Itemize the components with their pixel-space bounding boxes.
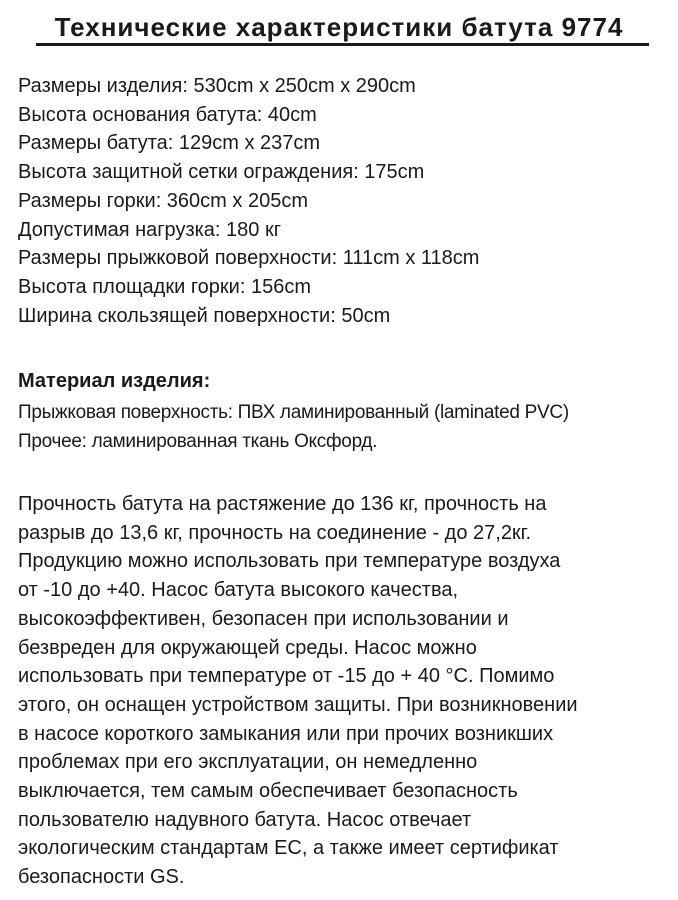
description-line: проблемах при его эксплуатации, он немедленно: [18, 751, 478, 774]
description-line: разрыв до 13,6 кг, прочность на соединение - до 27,2кг.: [18, 521, 532, 544]
description-line: в насосе короткого замыкания или при прочих возникших: [18, 722, 554, 745]
spec-item: Допустимая нагрузка: 180 кг: [18, 218, 282, 241]
description-line: безопасности GS.: [18, 866, 185, 889]
spec-item: Размеры изделия: 530cm x 250cm x 290cm: [18, 75, 416, 97]
spec-item: Размеры прыжковой поверхности: 111cm x 118cm: [18, 247, 480, 270]
spec-item: Ширина скользящей поверхности: 50cm: [18, 304, 391, 327]
description-line: Продукцию можно использовать при температуре воздуха: [18, 550, 561, 573]
page-title: Технические характеристики батута 9774: [54, 12, 624, 42]
description-line: пользователю надувного батута. Насос отвечает: [18, 808, 472, 831]
material-item: Прыжковая поверхность: ПВХ ламинированный (laminated PVC): [18, 402, 569, 423]
description-line: от -10 до +40. Насос батута высокого качества,: [18, 579, 459, 602]
description-line: безвреден для окружающей среды. Насос можно: [18, 636, 477, 659]
title-underline: [36, 43, 649, 46]
spec-item: Высота основания батута: 40cm: [18, 103, 317, 126]
spec-item: Высота площадки горки: 156cm: [18, 275, 311, 298]
specs-list: [18, 72, 479, 330]
material-list: [18, 398, 569, 456]
description-line: высокоэффективен, безопасен при использовании и: [18, 607, 509, 630]
description-line: экологическим стандартам ЕС, а также имеет сертификат: [18, 837, 559, 860]
description-line: этого, он оснащен устройством защиты. При возникновении: [18, 693, 578, 716]
spec-item: Размеры батута: 129cm x 237cm: [18, 132, 321, 155]
material-heading: Материал изделия:: [18, 370, 211, 392]
description-paragraph: [18, 490, 668, 892]
description-line: выключается, тем самым обеспечивает безопасность: [18, 780, 518, 803]
material-item: Прочее: ламинированная ткань Оксфорд.: [18, 431, 378, 452]
spec-item: Высота защитной сетки ограждения: 175cm: [18, 161, 425, 184]
description-line: Прочность батута на растяжение до 136 кг, прочность на: [18, 493, 547, 515]
spec-item: Размеры горки: 360cm x 205cm: [18, 189, 308, 212]
description-line: использовать при температуре от -15 до + 40 °С. Помимо: [18, 665, 555, 688]
